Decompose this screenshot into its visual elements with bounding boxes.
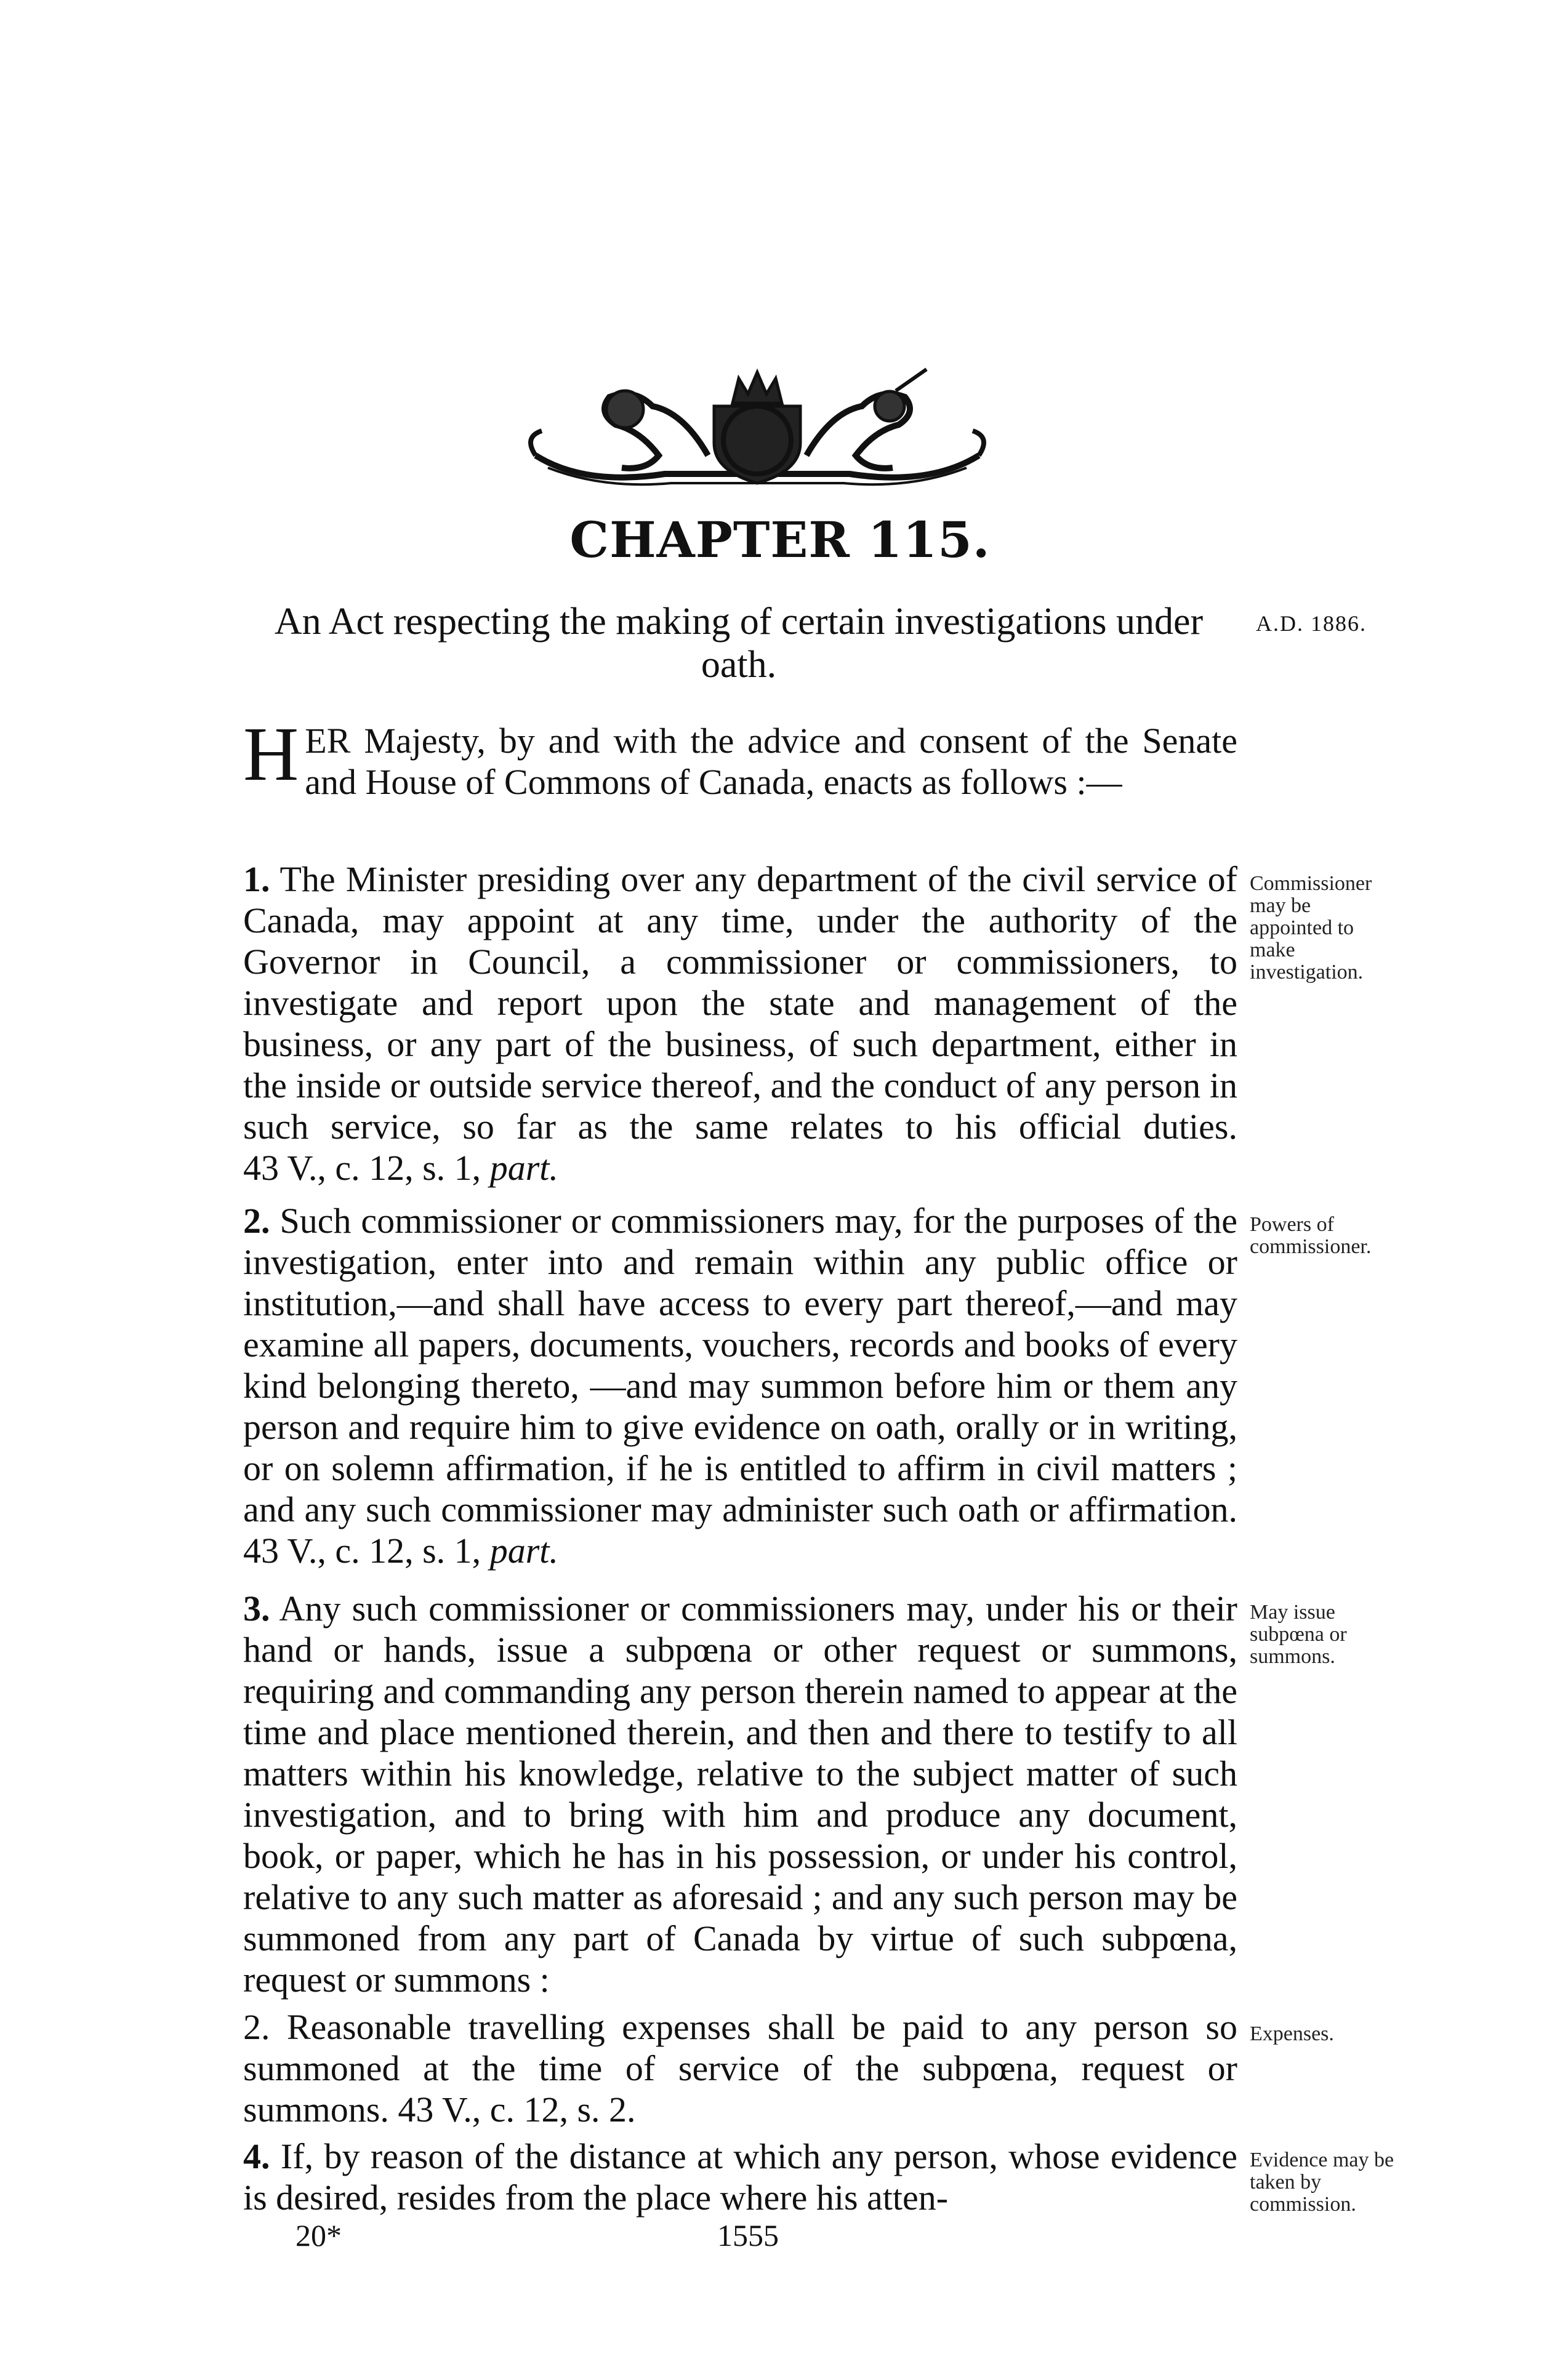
- margin-note-3: May issue subpœna or summons.: [1250, 1601, 1347, 1668]
- section-text: The Minister presiding over any department of the civil service of Canada, may appoint at any time, under the authority of the Governor in Council, a commissioner or commissioners, to investigate and report upon the state and management of the business, or any part of the business, of such department, either in the inside or outside service thereof, and the conduct of any person in such service, so far as the same relates to his official duties.: [243, 859, 1238, 1147]
- citation: 43 V., c. 12, s. 2.: [398, 2090, 636, 2130]
- section-number: 3.: [243, 1589, 270, 1629]
- page-number: 1555: [717, 2218, 779, 2253]
- citation-text: 43 V., c. 12, s. 1,: [243, 1531, 490, 1571]
- section-text: Any such commissioner or commissioners may, under his or their hand or hands, issue a subpœna or other request or summons, requiring and commanding any person therein named to appear at the time and place mentioned therein, and then and there to testify to all matters within his knowledge, relative to the subject matter of such investigation, and to bring with him and produce any document, book, or paper, which he has in his possession, or under his control, relative to any such matter as aforesaid ; and any such person may be summoned from any part of Canada by virtue of such subpœna, request or summons :: [243, 1589, 1237, 2000]
- section-2: [243, 1200, 1237, 1571]
- margin-note-1: Commissioner may be appointed to make investigation.: [1250, 872, 1372, 984]
- citation-part: part.: [489, 1531, 558, 1571]
- subsection-number: 2.: [243, 2007, 270, 2047]
- citation-text: 43 V., c. 12, s. 1,: [243, 1148, 490, 1188]
- section-number: 4.: [243, 2136, 270, 2176]
- citation: [243, 1531, 558, 1571]
- section-text: If, by reason of the distance at which any person, whose evidence is desired, resides from the place where his atten-: [243, 2136, 1237, 2218]
- act-title: An Act respecting the making of certain investigations under oath.: [274, 601, 1204, 686]
- chapter-heading: CHAPTER 115.: [569, 511, 991, 569]
- section-text: Reasonable travelling expenses shall be paid to any person so summoned at the time of service of the subpœna, request or summons.: [243, 2007, 1237, 2130]
- enacting-text: ER Majesty, by and with the advice and consent of the Senate and House of Commons of Canada, enacts as follows :—: [305, 721, 1237, 802]
- enacting-clause: [243, 712, 1237, 803]
- section-1: [243, 859, 1237, 1188]
- margin-note-2: Powers of commissioner.: [1250, 1213, 1372, 1258]
- margin-note-4: Expenses.: [1250, 2022, 1334, 2045]
- signature-mark: 20*: [296, 2218, 342, 2253]
- section-3-subsection-2: [243, 2006, 1237, 2130]
- drop-cap: H: [243, 712, 299, 797]
- margin-note-5: Evidence may be taken by commission.: [1250, 2149, 1394, 2216]
- section-4: [243, 2136, 1237, 2218]
- section-number: 2.: [243, 1201, 270, 1241]
- royal-coat-of-arms: [511, 363, 1003, 492]
- citation-part: part.: [489, 1148, 558, 1188]
- section-number: 1.: [243, 859, 270, 899]
- year-margin: A.D. 1886.: [1256, 611, 1367, 636]
- section-text: Such commissioner or commissioners may, for the purposes of the investigation, enter into and remain within any public office or institution,—and shall have access to every part thereof,—and may examine all papers, documents, vouchers, records and books of every kind belonging thereto, —and may summon before him or them any person and require him to give evidence on oath, orally or in writing, or on solemn affirmation, if he is entitled to affirm in civil matters ; and any such commissioner may administer such oath or affirmation.: [243, 1201, 1237, 1529]
- citation: [243, 1148, 558, 1188]
- section-3: [243, 1588, 1237, 2000]
